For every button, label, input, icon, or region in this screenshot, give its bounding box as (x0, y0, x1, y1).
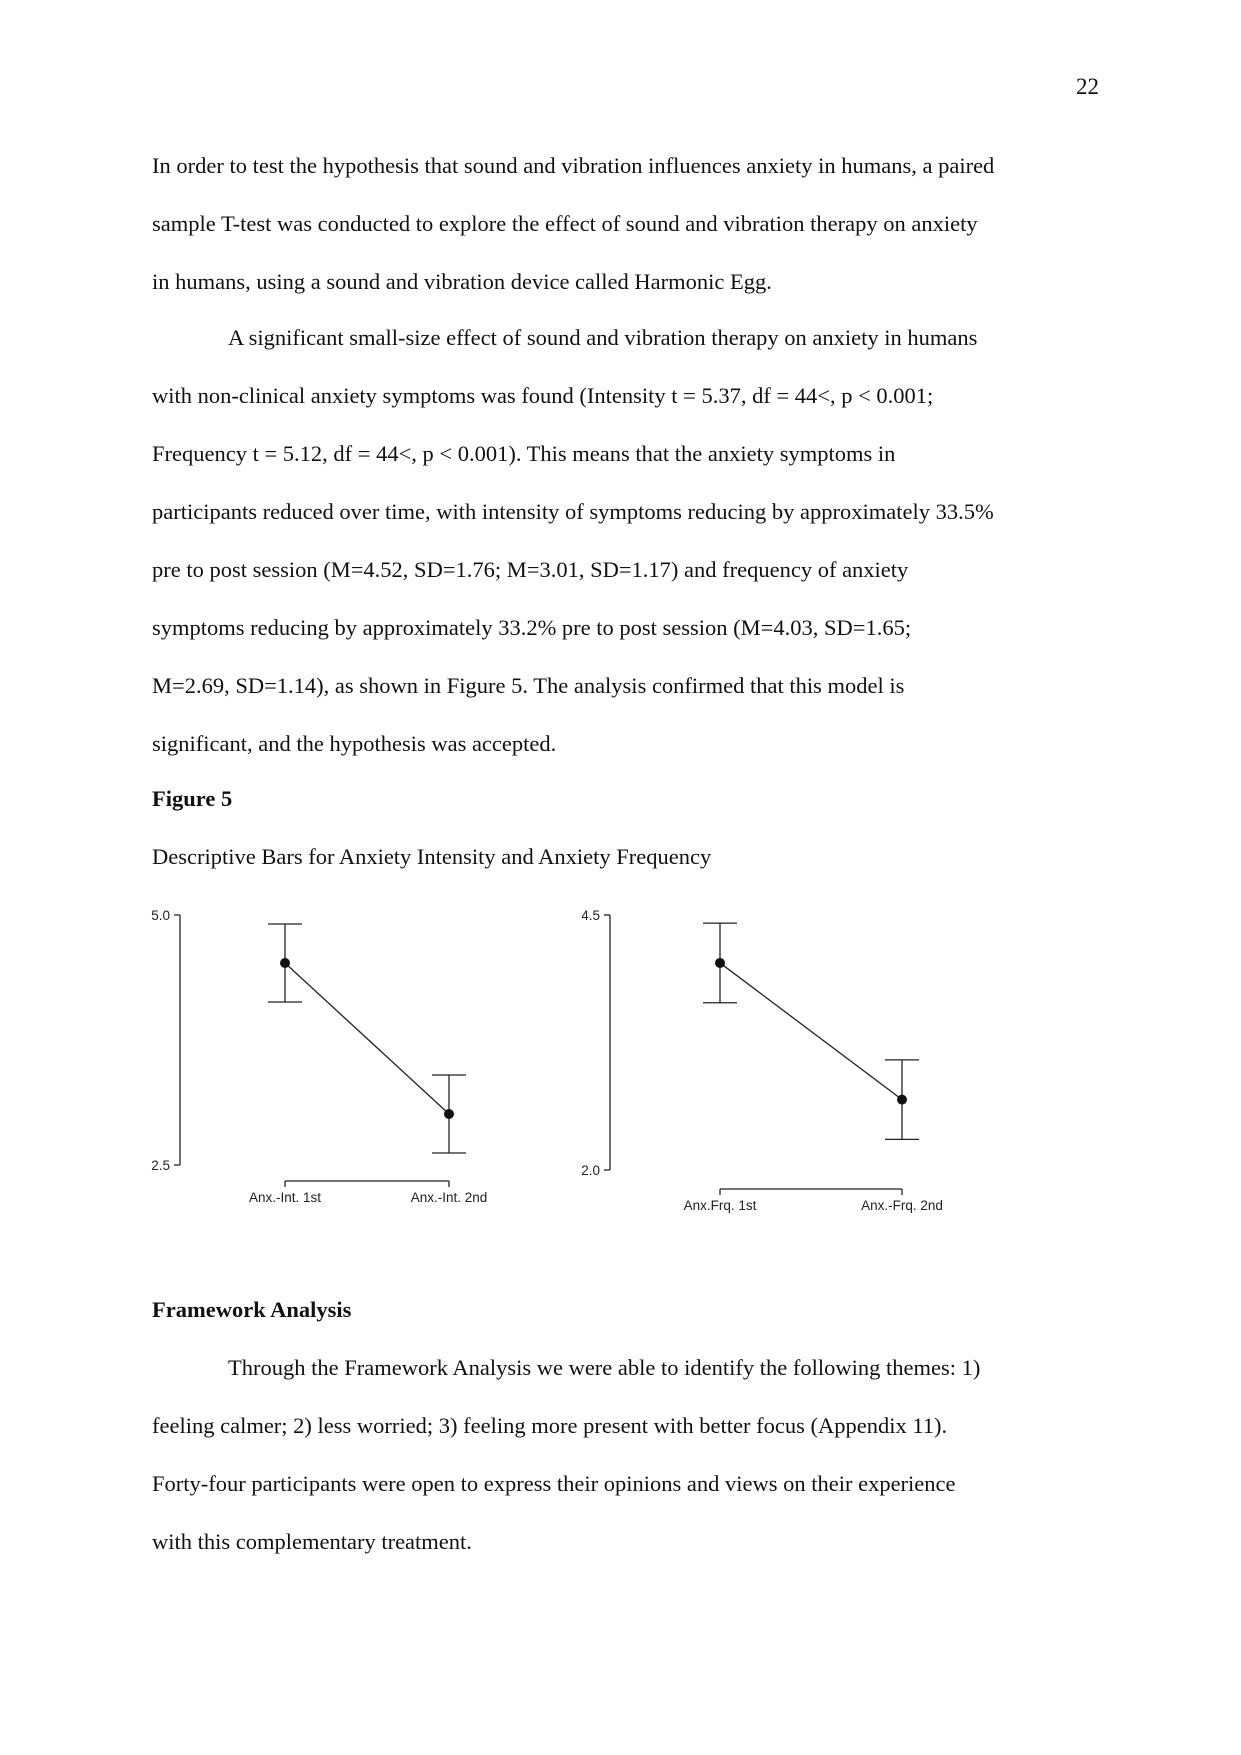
chart-anxiety-frequency (565, 900, 965, 1220)
data-point (444, 1109, 454, 1119)
text-line: Forty-four participants were open to express their opinions and views on their experience (152, 1471, 956, 1496)
figure-title: Descriptive Bars for Anxiety Intensity and Anxiety Frequency (152, 844, 712, 869)
y-tick-label: 2.0 (581, 1163, 600, 1178)
text-line: M=2.69, SD=1.14), as shown in Figure 5. The analysis confirmed that this model is (152, 673, 905, 698)
page-number: 22 (1076, 74, 1099, 99)
data-point (715, 958, 725, 968)
text-line: In order to test the hypothesis that sound and vibration influences anxiety in humans, a paired (152, 153, 995, 178)
chart-anxiety-intensity (140, 900, 520, 1220)
section-heading: Framework Analysis (152, 1297, 352, 1322)
figure-label: Figure 5 (152, 786, 233, 811)
data-point (280, 958, 290, 968)
y-tick-label: 2.5 (151, 1158, 170, 1173)
text-line: significant, and the hypothesis was accepted. (152, 731, 557, 756)
text-line: pre to post session (M=4.52, SD=1.76; M=3.01, SD=1.17) and frequency of anxiety (152, 557, 909, 582)
data-point (897, 1095, 907, 1105)
series-line (285, 963, 449, 1114)
y-tick-label: 4.5 (581, 908, 600, 923)
x-tick-label: Anx.-Int. 2nd (410, 1190, 488, 1205)
series-line (720, 963, 902, 1100)
paragraph-results (152, 309, 1102, 773)
x-tick-label: Anx.-Frq. 2nd (861, 1198, 943, 1213)
text-line: with non-clinical anxiety symptoms was found (Intensity t = 5.37, df = 44<, p < 0.001; (152, 383, 934, 408)
paragraph-framework (152, 1339, 1102, 1571)
x-tick-label: Anx.Frq. 1st (683, 1198, 757, 1213)
text-line: A significant small-size effect of sound and vibration therapy on anxiety in humans (228, 325, 978, 350)
text-line: feeling calmer; 2) less worried; 3) feeling more present with better focus (Appendix 11). (152, 1413, 948, 1438)
paragraph-hypothesis (152, 137, 1102, 311)
text-line: Frequency t = 5.12, df = 44<, p < 0.001). This means that the anxiety symptoms in (152, 441, 896, 466)
text-line: in humans, using a sound and vibration device called Harmonic Egg. (152, 269, 772, 294)
text-line: sample T-test was conducted to explore the effect of sound and vibration therapy on anxiety (152, 211, 978, 236)
x-tick-label: Anx.-Int. 1st (248, 1190, 322, 1205)
text-line: with this complementary treatment. (152, 1529, 472, 1554)
y-tick-label: 5.0 (151, 908, 170, 923)
text-line: symptoms reducing by approximately 33.2% pre to post session (M=4.03, SD=1.65; (152, 615, 912, 640)
text-line: Through the Framework Analysis we were able to identify the following themes: 1) (228, 1355, 981, 1380)
text-line: participants reduced over time, with intensity of symptoms reducing by approximately 33.5% (152, 499, 994, 524)
